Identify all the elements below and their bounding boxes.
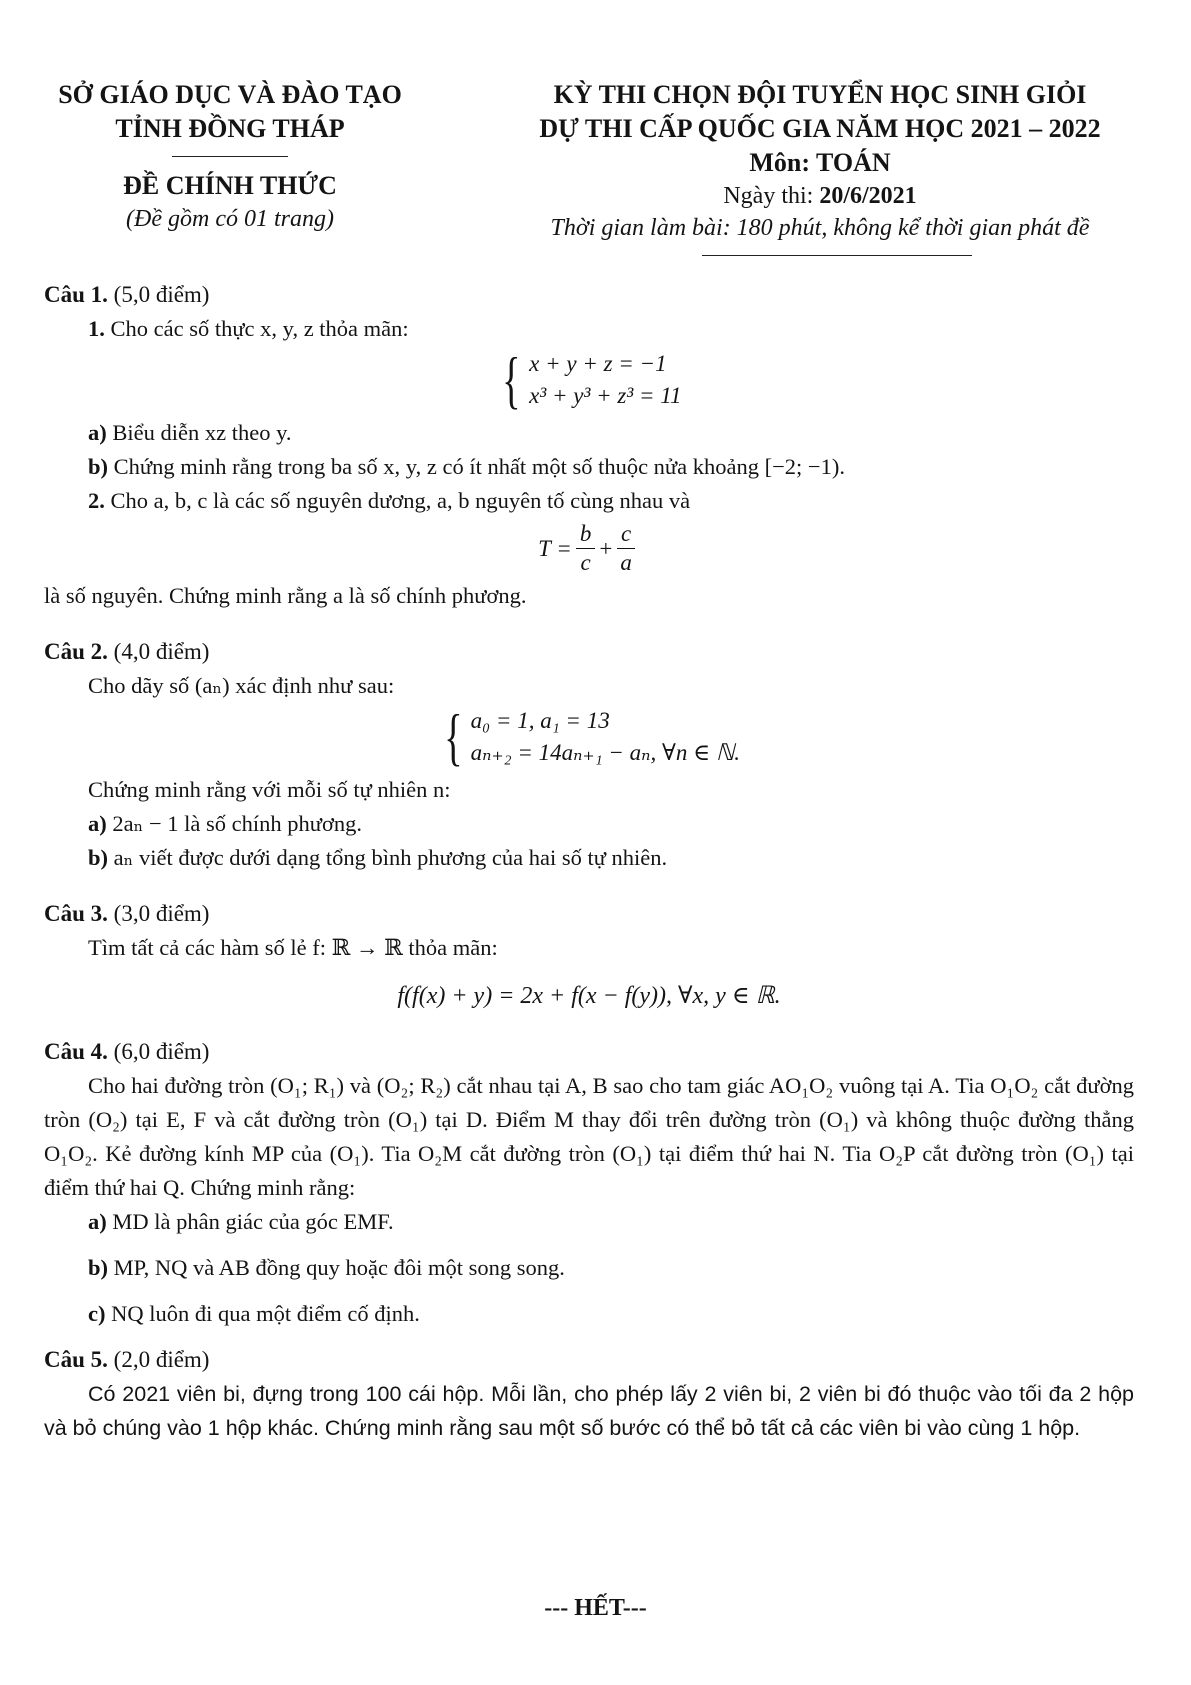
q1-a: a) Biểu diễn xz theo y.: [88, 420, 292, 445]
department-name: SỞ GIÁO DỤC VÀ ĐÀO TẠO: [58, 80, 402, 109]
q2-b: b) aₙ viết được dưới dạng tổng bình phương của hai số tự nhiên.: [88, 845, 668, 870]
q1-T-formula: T = $\frac{b}{c}$ + $\frac{c}{a}$: [44, 520, 1134, 577]
issuer-block: [35, 78, 425, 235]
q2-system: [44, 701, 1134, 772]
q3-intro: Tìm tất cả các hàm số lẻ f: ℝ → ℝ thỏa mãn:: [88, 935, 498, 960]
exam-title: KỲ THI CHỌN ĐỘI TUYỂN HỌC SINH GIỎI: [553, 80, 1087, 109]
header-divider-left: [172, 156, 288, 157]
q1-part2-tail: là số nguyên. Chứng minh rằng a là số chính phương.: [44, 583, 527, 608]
brace-icon: {: [444, 701, 463, 772]
exam-date: [490, 180, 1150, 212]
q1-system: [44, 344, 1134, 415]
question-4: [44, 1035, 1134, 1331]
brace-icon: {: [502, 344, 521, 415]
q4-text: Cho hai đường tròn (O₁; R₁) và (O₂; R₂) cắt nhau tại A, B sao cho tam giác AO₁O₂ vuông tại A. Tia O₁O₂ cắt đường tròn (O₂) tại E, F và cắt đường tròn (O₁) tại D. Điểm M thay đổi trên đường tròn (O₁) và không thuộc đường thẳng O₁O₂. Kẻ đường kính MP của (O₁). Tia O₂M cắt đường tròn (O₁) tại điểm thứ hai N. Tia O₂P cắt đường tròn (O₁) tại điểm thứ hai Q. Chứng minh rằng:: [44, 1073, 1134, 1200]
question-3-title: Câu 3. (3,0 điểm): [44, 901, 210, 926]
question-1-title: Câu 1. (5,0 điểm): [44, 282, 210, 307]
q2-prove: Chứng minh rằng với mỗi số tự nhiên n:: [88, 777, 451, 802]
page-count-note: (Đề gồm có 01 trang): [126, 206, 334, 232]
date-value: 20/6/2021: [819, 183, 917, 209]
q1-part1: 1. Cho các số thực x, y, z thỏa mãn:: [88, 316, 409, 341]
exam-subtitle: DỰ THI CẤP QUỐC GIA NĂM HỌC 2021 – 2022: [539, 114, 1101, 143]
q2-eq1: a₀ = 1, a₁ = 13: [470, 708, 610, 733]
q1-b: b) Chứng minh rằng trong ba số x, y, z có ít nhất một số thuộc nửa khoảng [−2; −1).: [88, 454, 845, 479]
q4-b: b) MP, NQ và AB đồng quy hoặc đôi một song song.: [88, 1255, 565, 1280]
question-4-title: Câu 4. (6,0 điểm): [44, 1039, 210, 1064]
q2-a: a) 2aₙ − 1 là số chính phương.: [88, 811, 362, 836]
question-1: [44, 278, 1134, 613]
header-divider-right: [702, 255, 972, 256]
subject-label: Môn: TOÁN: [749, 148, 891, 177]
q3-equation: f(f(x) + y) = 2x + f(x − f(y)), ∀x, y ∈ ℝ.: [397, 983, 781, 1009]
q1-part2: 2. Cho a, b, c là các số nguyên dương, a, b nguyên tố cùng nhau và: [88, 488, 691, 513]
q2-intro: Cho dãy số (aₙ) xác định như sau:: [88, 673, 395, 698]
official-label: ĐỀ CHÍNH THỨC: [123, 171, 337, 200]
question-3: [44, 897, 1134, 1013]
exam-body: [44, 278, 1134, 1445]
end-marker: --- HẾT---: [544, 1595, 647, 1621]
question-5: [44, 1343, 1134, 1445]
q4-a: a) MD là phân giác của góc EMF.: [88, 1209, 394, 1234]
date-label: Ngày thi:: [723, 183, 820, 209]
q1-eq1: x + y + z = −1: [529, 351, 667, 376]
q5-text: Có 2021 viên bi, đựng trong 100 cái hộp. Mỗi lần, cho phép lấy 2 viên bi, 2 viên bi đó thuộc vào tối đa 2 hộp và bỏ chúng vào 1 hộp khác. Chứng minh rằng sau một số bước có thể bỏ tất cả các viên bi vào cùng 1 hộp.: [44, 1382, 1134, 1440]
time-limit: Thời gian làm bài: 180 phút, không kể thời gian phát đề: [550, 215, 1090, 241]
province-name: TỈNH ĐỒNG THÁP: [115, 114, 345, 143]
question-2-title: Câu 2. (4,0 điểm): [44, 639, 210, 664]
q1-eq2: x³ + y³ + z³ = 11: [529, 383, 682, 408]
exam-info-block: [490, 78, 1150, 244]
q2-eq2: aₙ₊₂ = 14aₙ₊₁ − aₙ, ∀n ∈ ℕ.: [470, 740, 741, 765]
question-2: [44, 635, 1134, 875]
question-5-title: Câu 5. (2,0 điểm): [44, 1347, 210, 1372]
exam-header: [0, 78, 1191, 268]
q4-c: c) NQ luôn đi qua một điểm cố định.: [88, 1301, 420, 1326]
